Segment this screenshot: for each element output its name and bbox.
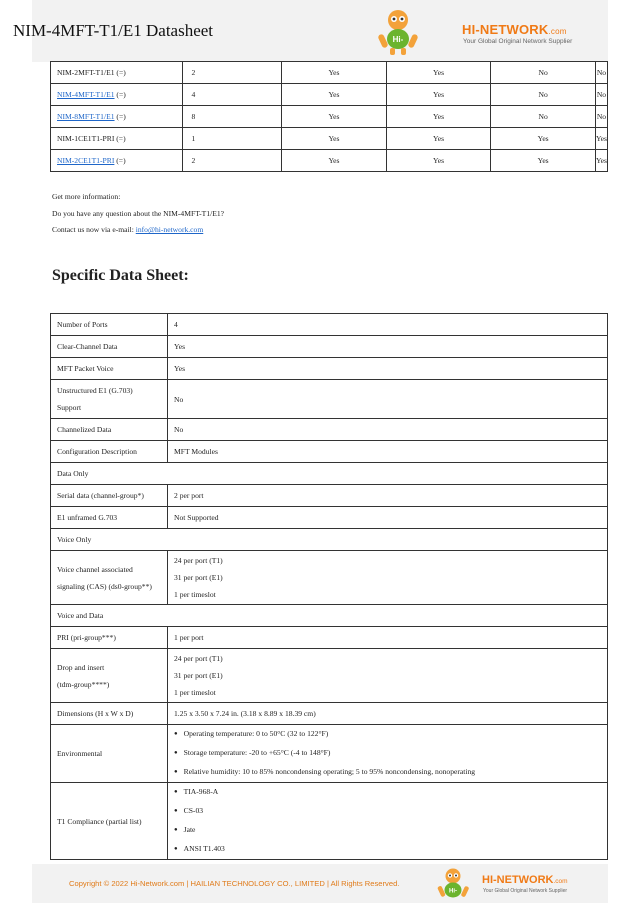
table-cell: 8 — [183, 106, 282, 128]
spec-label: Channelized Data — [51, 419, 168, 441]
spec-label: Voice channel associated signaling (CAS) (ds0-group**) — [51, 551, 168, 605]
table-cell: No — [595, 106, 607, 128]
spec-value: MFT Modules — [168, 441, 608, 463]
spec-label: E1 unframed G.703 — [51, 507, 168, 529]
table-row — [51, 507, 608, 529]
table-row — [51, 529, 608, 551]
spec-label: Serial data (channel-group*) — [51, 485, 168, 507]
table-row — [51, 419, 608, 441]
table-cell: No — [491, 106, 596, 128]
table-cell: 1 — [183, 128, 282, 150]
table-row — [51, 150, 608, 172]
table-row — [51, 551, 608, 605]
table-cell: Yes — [491, 150, 596, 172]
info-line-1: Get more information: — [52, 192, 121, 201]
spec-value: ● Operating temperature: 0 to 50°C (32 to 122°F) ● Storage temperature: -20 to +65°C (-4 to 148°F) ● Relative humidity: 10 to 85% noncondensing operating; 5 to 95% noncondensing, nonoperating — [168, 725, 608, 783]
table-cell: Yes — [386, 62, 491, 84]
table-cell: Yes — [282, 106, 387, 128]
table-cell: 2 — [183, 150, 282, 172]
spec-label: T1 Compliance (partial list) — [51, 783, 168, 860]
model-link[interactable]: NIM-4MFT-T1/E1 — [57, 90, 115, 99]
table-cell: Yes — [282, 150, 387, 172]
table-row — [51, 725, 608, 783]
table-row — [51, 62, 608, 84]
table-row — [51, 605, 608, 627]
footer-logo-wordmark: HI-NETWORK.com — [482, 874, 568, 886]
table-row — [51, 336, 608, 358]
spec-value: No — [168, 380, 608, 419]
section-voice-only: Voice Only — [51, 529, 608, 551]
table-cell: Yes — [386, 106, 491, 128]
spec-value: 1 per port — [168, 627, 608, 649]
table-cell: Yes — [282, 128, 387, 150]
spec-heading: Specific Data Sheet: — [52, 267, 189, 284]
table-row — [51, 463, 608, 485]
spec-table — [50, 313, 608, 860]
table-cell: No — [491, 84, 596, 106]
spec-value: 4 — [168, 314, 608, 336]
logo-wordmark: HI-NETWORK.com — [462, 22, 567, 37]
table-row — [51, 84, 608, 106]
table-row — [51, 314, 608, 336]
email-link[interactable]: info@hi-network.com — [135, 225, 204, 234]
spec-label: Number of Ports — [51, 314, 168, 336]
table-row — [51, 703, 608, 725]
model-link[interactable]: NIM-8MFT-T1/E1 — [57, 112, 115, 121]
table-cell: No — [595, 84, 607, 106]
table-cell: Yes — [282, 62, 387, 84]
table-cell: 2 — [183, 62, 282, 84]
table-row — [51, 783, 608, 860]
spec-value: No — [168, 419, 608, 441]
table-cell: No — [595, 62, 607, 84]
spec-label: Clear-Channel Data — [51, 336, 168, 358]
section-data-only: Data Only — [51, 463, 608, 485]
spec-label: Configuration Description — [51, 441, 168, 463]
spec-value: Yes — [168, 358, 608, 380]
model-cell: NIM-8MFT-T1/E1 (=) — [51, 106, 183, 128]
spec-value: 1.25 x 3.50 x 7.24 in. (3.18 x 8.89 x 18.39 cm) — [168, 703, 608, 725]
model-cell: NIM-2MFT-T1/E1 (=) — [51, 62, 183, 84]
footer-logo-tagline: Your Global Original Network Supplier — [483, 888, 568, 894]
logo-badge-text: Hi- — [392, 35, 404, 44]
table-row — [51, 649, 608, 703]
model-cell: NIM-1CE1T1-PRI (=) — [51, 128, 183, 150]
copyright-text: Copyright © 2022 Hi-Network.com | HAILIAN TECHNOLOGY CO., LIMITED | All Rights Reserved. — [69, 879, 400, 888]
spec-value: Not Supported — [168, 507, 608, 529]
info-line-3: Contact us now via e-mail: info@hi-network.com — [52, 225, 204, 234]
table-cell: Yes — [491, 128, 596, 150]
footer-logo-badge-text: Hi- — [449, 888, 457, 895]
table-row — [51, 106, 608, 128]
table-cell: Yes — [386, 150, 491, 172]
model-comparison-table — [50, 61, 608, 172]
table-row — [51, 627, 608, 649]
spec-value: ● TIA-968-A ● CS-03 ● Jate ● ANSI T1.403 — [168, 783, 608, 860]
table-cell: 4 — [183, 84, 282, 106]
table-row — [51, 358, 608, 380]
table-cell: No — [491, 62, 596, 84]
model-cell: NIM-2CE1T1-PRI (=) — [51, 150, 183, 172]
table-row — [51, 128, 608, 150]
info-line-2: Do you have any question about the NIM-4MFT-T1/E1? — [52, 209, 225, 218]
table-cell: Yes — [386, 128, 491, 150]
spec-label: Unstructured E1 (G.703) Support — [51, 380, 168, 419]
table-row — [51, 441, 608, 463]
spec-value: 24 per port (T1) 31 per port (E1) 1 per timeslot — [168, 551, 608, 605]
spec-label: PRI (pri-group***) — [51, 627, 168, 649]
table-cell: Yes — [595, 150, 607, 172]
page-title: NIM-4MFT-T1/E1 Datasheet — [13, 21, 214, 40]
spec-label: MFT Packet Voice — [51, 358, 168, 380]
table-row — [51, 380, 608, 419]
section-voice-and-data: Voice and Data — [51, 605, 608, 627]
spec-label: Drop and insert (tdm-group****) — [51, 649, 168, 703]
model-cell: NIM-4MFT-T1/E1 (=) — [51, 84, 183, 106]
table-cell: Yes — [595, 128, 607, 150]
logo-tagline: Your Global Original Network Supplier — [463, 38, 573, 45]
spec-value: 2 per port — [168, 485, 608, 507]
table-cell: Yes — [386, 84, 491, 106]
table-row — [51, 485, 608, 507]
model-link[interactable]: NIM-2CE1T1-PRI — [57, 156, 115, 165]
table-cell: Yes — [282, 84, 387, 106]
spec-value: 24 per port (T1) 31 per port (E1) 1 per timeslot — [168, 649, 608, 703]
spec-label: Environmental — [51, 725, 168, 783]
spec-value: Yes — [168, 336, 608, 358]
spec-label: Dimensions (H x W x D) — [51, 703, 168, 725]
